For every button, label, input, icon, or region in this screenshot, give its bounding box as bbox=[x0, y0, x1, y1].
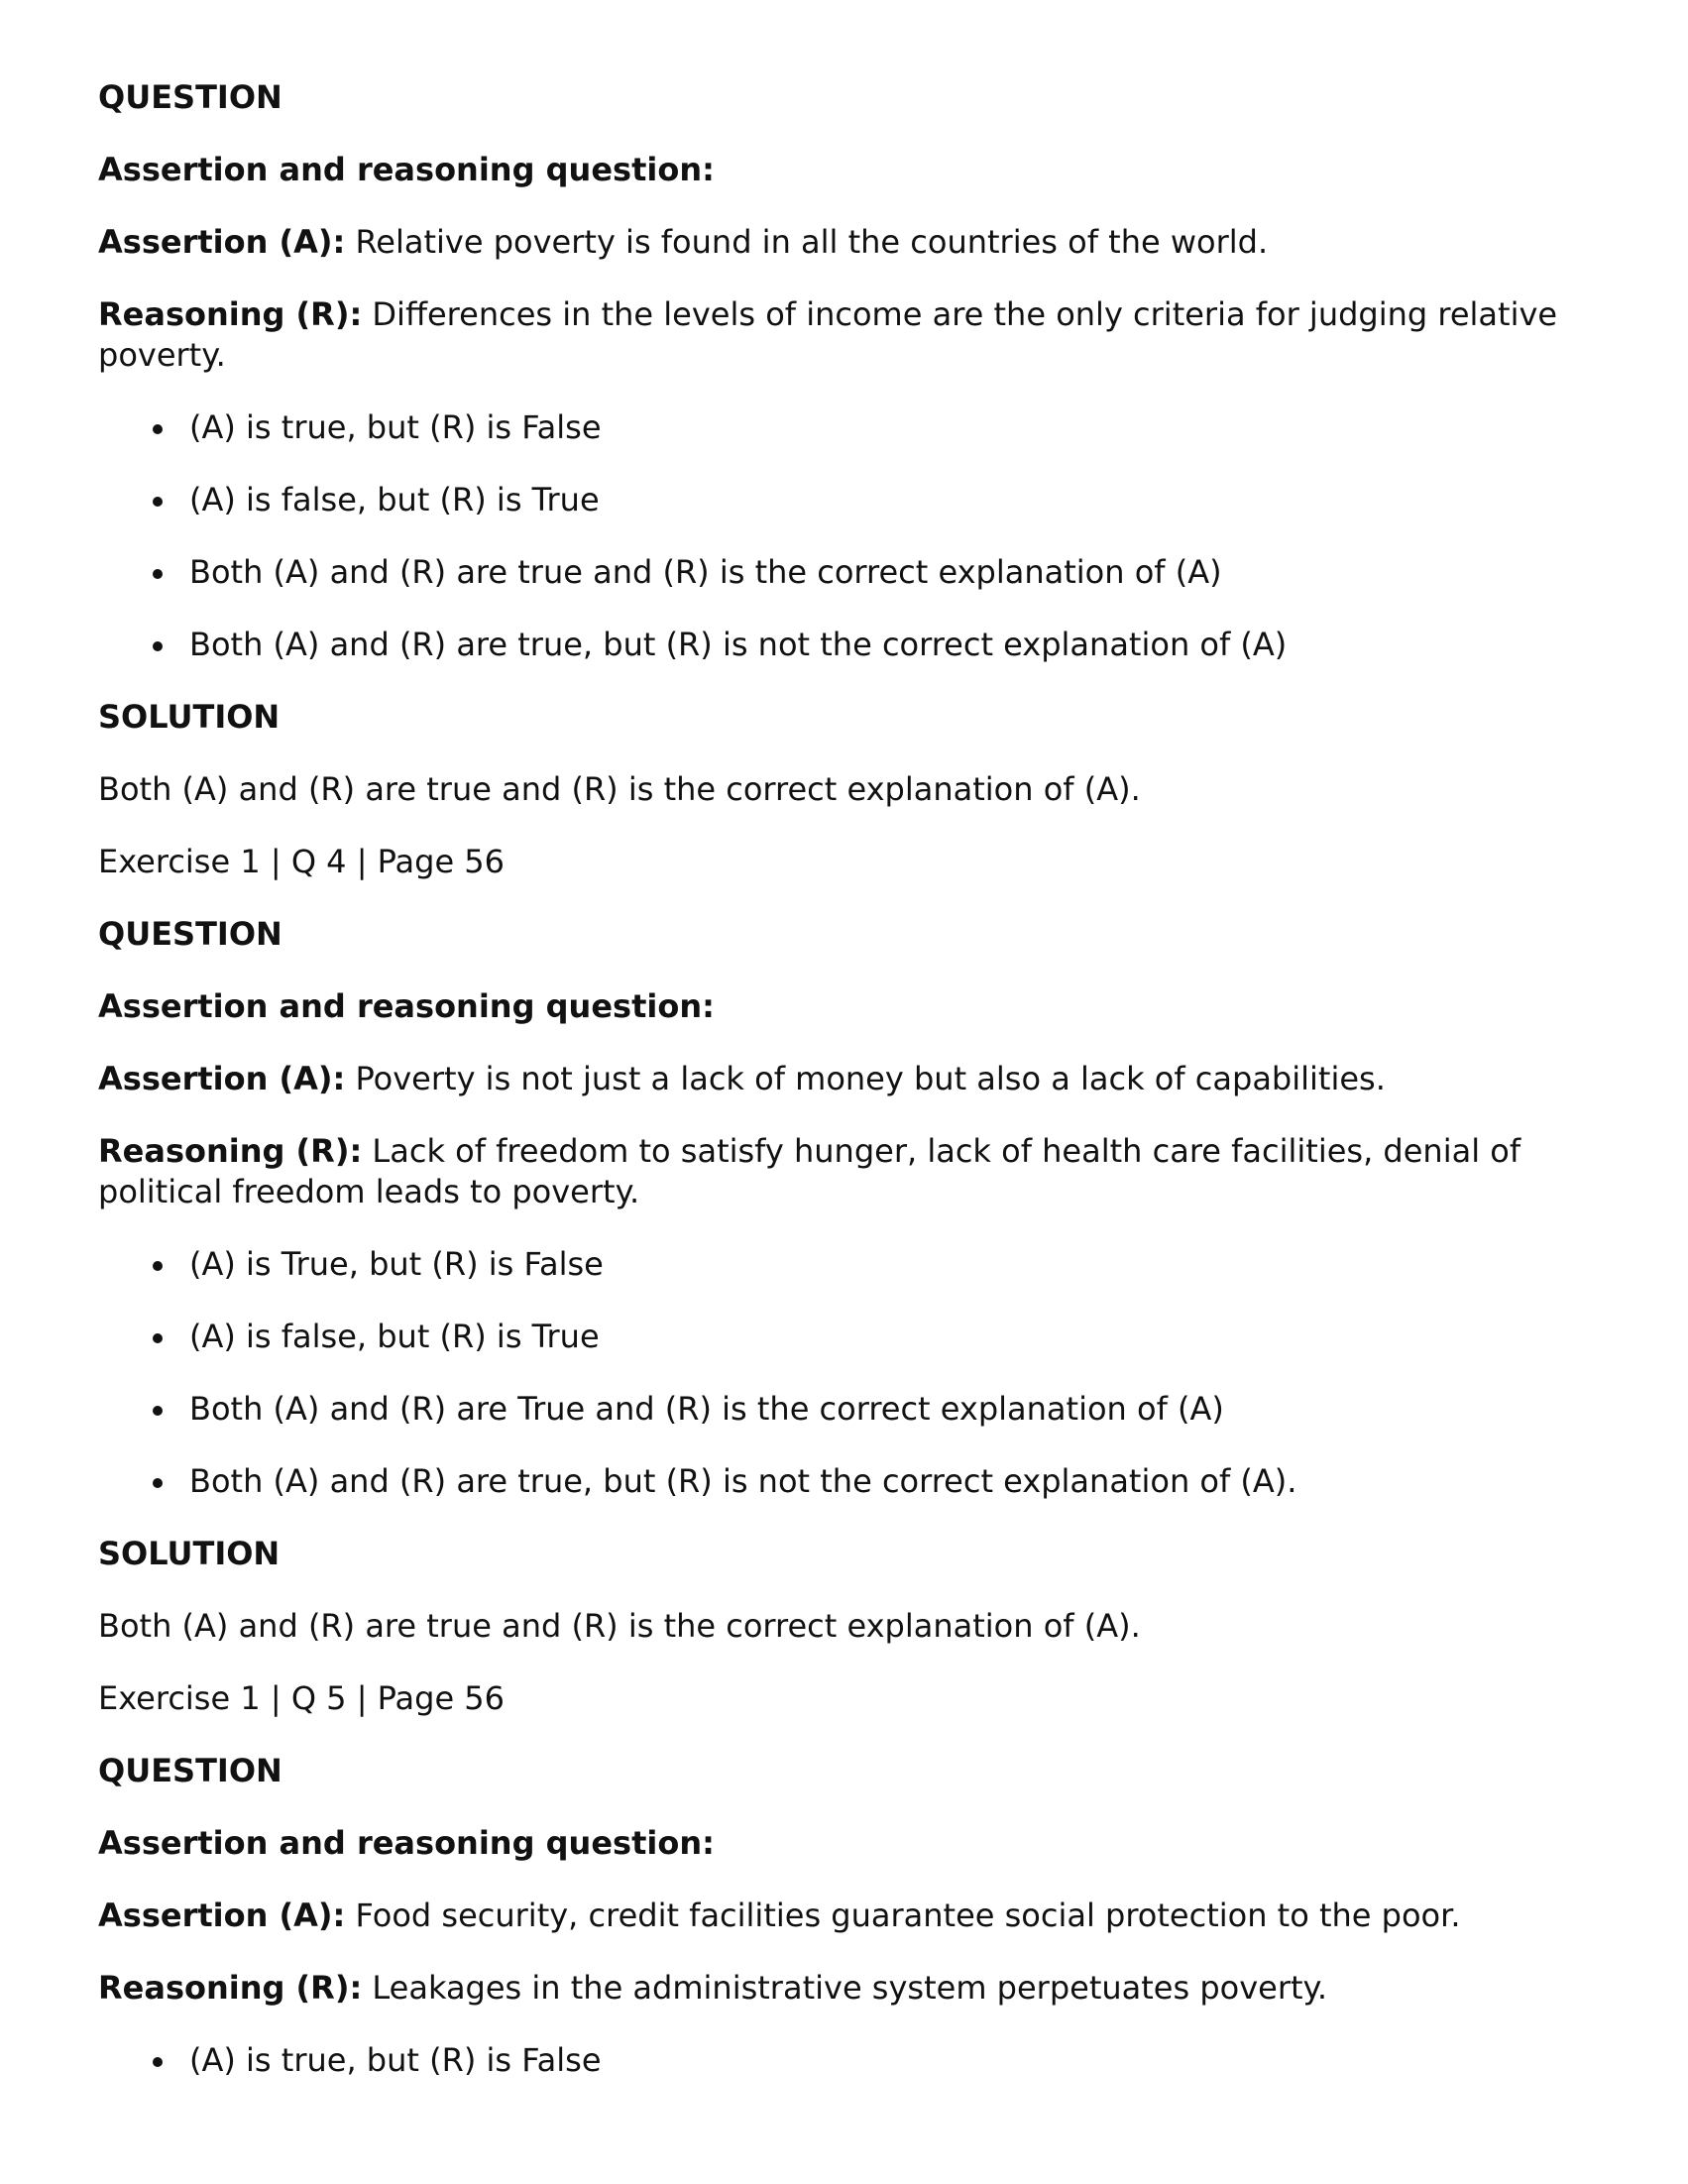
assertion-label: Assertion (A): bbox=[98, 1897, 346, 1934]
solution-text: Both (A) and (R) are true and (R) is the correct explanation of (A). bbox=[98, 1607, 1141, 1645]
question-heading: QUESTION bbox=[98, 78, 282, 116]
reasoning-line bbox=[98, 1131, 1605, 1212]
assertion-line bbox=[98, 1896, 1605, 1936]
reasoning-text: Differences in the levels of income are the only criteria for judging relative poverty. bbox=[98, 295, 1558, 374]
reasoning-text: Leakages in the administrative system perpetuates poverty. bbox=[372, 1969, 1328, 2007]
option-item: (A) is false, but (R) is True bbox=[98, 480, 1605, 520]
assertion-text: Poverty is not just a lack of money but also a lack of capabilities. bbox=[355, 1060, 1386, 1097]
options-list bbox=[98, 1244, 1605, 1502]
reasoning-label: Reasoning (R): bbox=[98, 1132, 363, 1170]
reasoning-line bbox=[98, 1968, 1605, 2009]
question-heading: QUESTION bbox=[98, 1752, 282, 1789]
question-block-2 bbox=[98, 914, 1605, 1719]
option-item: (A) is true, but (R) is False bbox=[98, 407, 1605, 448]
solution-heading: SOLUTION bbox=[98, 698, 281, 736]
assertion-text: Relative poverty is found in all the countries of the world. bbox=[355, 223, 1269, 261]
assertion-label: Assertion (A): bbox=[98, 1060, 346, 1097]
option-item: Both (A) and (R) are true, but (R) is not the correct explanation of (A). bbox=[98, 1461, 1605, 1502]
question-subheading: Assertion and reasoning question: bbox=[98, 151, 715, 188]
assertion-label: Assertion (A): bbox=[98, 223, 346, 261]
question-heading: QUESTION bbox=[98, 915, 282, 953]
option-item: (A) is true, but (R) is False bbox=[98, 2040, 1605, 2081]
reasoning-line bbox=[98, 294, 1605, 376]
option-item: (A) is True, but (R) is False bbox=[98, 1244, 1605, 1285]
option-item: (A) is false, but (R) is True bbox=[98, 1317, 1605, 1357]
option-item: Both (A) and (R) are True and (R) is the correct explanation of (A) bbox=[98, 1389, 1605, 1430]
reasoning-text: Lack of freedom to satisfy hunger, lack of health care facilities, denial of political freedom leads to poverty. bbox=[98, 1132, 1521, 1210]
question-subheading: Assertion and reasoning question: bbox=[98, 1824, 715, 1862]
exercise-reference: Exercise 1 | Q 4 | Page 56 bbox=[98, 843, 506, 880]
assertion-line bbox=[98, 222, 1605, 263]
document-page bbox=[98, 77, 1605, 2113]
solution-text: Both (A) and (R) are true and (R) is the correct explanation of (A). bbox=[98, 770, 1141, 808]
solution-heading: SOLUTION bbox=[98, 1535, 281, 1572]
option-item: Both (A) and (R) are true and (R) is the correct explanation of (A) bbox=[98, 552, 1605, 593]
assertion-line bbox=[98, 1059, 1605, 1099]
reasoning-label: Reasoning (R): bbox=[98, 1969, 363, 2007]
question-block-1 bbox=[98, 77, 1605, 882]
question-subheading: Assertion and reasoning question: bbox=[98, 987, 715, 1025]
reasoning-label: Reasoning (R): bbox=[98, 295, 363, 333]
assertion-text: Food security, credit facilities guarantee social protection to the poor. bbox=[355, 1897, 1461, 1934]
option-item: Both (A) and (R) are true, but (R) is not the correct explanation of (A) bbox=[98, 625, 1605, 665]
question-block-3 bbox=[98, 1751, 1605, 2081]
options-list bbox=[98, 407, 1605, 665]
exercise-reference: Exercise 1 | Q 5 | Page 56 bbox=[98, 1679, 506, 1717]
options-list bbox=[98, 2040, 1605, 2081]
